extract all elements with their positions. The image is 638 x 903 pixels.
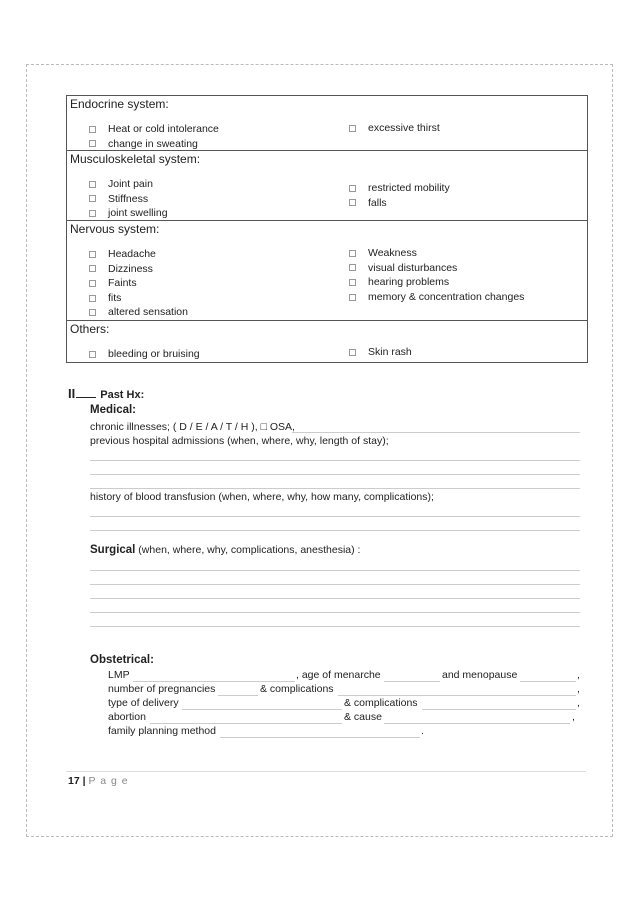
checkbox-icon[interactable]: [349, 279, 356, 286]
lmp-label: LMP: [108, 669, 130, 681]
transfusion-line[interactable]: [90, 530, 580, 531]
checkbox-item[interactable]: visual disturbances: [349, 261, 524, 276]
checkbox-item[interactable]: falls: [349, 196, 450, 211]
checkbox-item[interactable]: Joint pain: [89, 177, 168, 192]
lmp-field[interactable]: [133, 681, 295, 682]
checkbox-icon[interactable]: [349, 264, 356, 271]
checkbox-icon[interactable]: [349, 294, 356, 301]
checkbox-icon[interactable]: [349, 199, 356, 206]
complications-field[interactable]: [338, 695, 576, 696]
surgical-line[interactable]: [90, 612, 580, 613]
checkbox-item[interactable]: Dizziness: [89, 262, 188, 277]
page-number: 17: [68, 775, 80, 787]
surgical-line[interactable]: [90, 598, 580, 599]
checkbox-icon[interactable]: [89, 251, 96, 258]
transfusion-line[interactable]: [90, 516, 580, 517]
hospital-admissions-label: previous hospital admissions (when, where, why, length of stay);: [90, 435, 389, 447]
checkbox-item[interactable]: Headache: [89, 247, 188, 262]
comma: ,: [577, 669, 580, 681]
complications-field[interactable]: [422, 709, 576, 710]
checkbox-icon[interactable]: [89, 295, 96, 302]
checkbox-icon[interactable]: [89, 126, 96, 133]
footer-separator: |: [82, 775, 86, 787]
checkbox-item[interactable]: fits: [89, 291, 188, 306]
abortion-label: abortion: [108, 711, 146, 723]
checkbox-item[interactable]: Heat or cold intolerance: [89, 122, 219, 137]
checkbox-icon[interactable]: [89, 210, 96, 217]
checkbox-icon[interactable]: [349, 349, 356, 356]
checkbox-icon[interactable]: [89, 140, 96, 147]
section-title: Endocrine system:: [70, 97, 169, 111]
section-others: [66, 321, 588, 363]
pregnancies-field[interactable]: [218, 695, 258, 696]
checkbox-icon[interactable]: [89, 280, 96, 287]
admissions-line[interactable]: [90, 474, 580, 475]
checkbox-icon[interactable]: [89, 195, 96, 202]
section-title: Musculoskeletal system:: [70, 152, 201, 166]
section-title: Others:: [70, 322, 110, 336]
section-musculoskeletal: [66, 151, 588, 221]
checkbox-item[interactable]: bleeding or bruising: [89, 347, 200, 362]
checkbox-item[interactable]: memory & concentration changes: [349, 290, 524, 305]
ros-table: [66, 95, 588, 363]
surgical-line[interactable]: [90, 584, 580, 585]
checkbox-icon[interactable]: [349, 185, 356, 192]
checkbox-item[interactable]: hearing problems: [349, 275, 524, 290]
footer-rule: [66, 771, 586, 772]
comma: ,: [577, 683, 580, 695]
section-nervous: [66, 221, 588, 321]
checkbox-icon[interactable]: [349, 125, 356, 132]
complications-label: & complications: [260, 683, 334, 695]
blood-transfusion-label: history of blood transfusion (when, where, why, how many, complications);: [90, 491, 434, 503]
checkbox-icon[interactable]: [89, 265, 96, 272]
checkbox-icon[interactable]: [89, 351, 96, 358]
checkbox-item[interactable]: Weakness: [349, 246, 524, 261]
delivery-field[interactable]: [182, 709, 342, 710]
menarche-field[interactable]: [384, 681, 440, 682]
family-planning-label: family planning method: [108, 725, 216, 737]
checkbox-item[interactable]: excessive thirst: [349, 121, 440, 136]
section-endocrine: [66, 95, 588, 151]
menopause-field[interactable]: [520, 681, 576, 682]
menopause-label: and menopause: [442, 669, 518, 681]
comma: ,: [577, 697, 580, 709]
comma: ,: [572, 711, 575, 723]
chronic-illnesses-label: chronic illnesses; ( D / E / A / T / H ), □ OSA,: [90, 421, 295, 433]
admissions-line[interactable]: [90, 460, 580, 461]
surgical-line[interactable]: [90, 626, 580, 627]
checkbox-item[interactable]: altered sensation: [89, 305, 188, 320]
checkbox-item[interactable]: Skin rash: [349, 345, 412, 360]
checkbox-item[interactable]: restricted mobility: [349, 181, 450, 196]
abortion-field[interactable]: [150, 723, 342, 724]
checkbox-item[interactable]: joint swelling: [89, 206, 168, 221]
page-footer: [68, 775, 129, 787]
checkbox-icon[interactable]: [89, 309, 96, 316]
section-title: Nervous system:: [70, 222, 160, 236]
past-hx-heading: II Past Hx:: [68, 386, 145, 401]
chronic-illnesses-field[interactable]: [292, 432, 580, 433]
cause-label: & cause: [344, 711, 382, 723]
surgical-line[interactable]: [90, 570, 580, 571]
period: .: [421, 725, 424, 737]
family-planning-field[interactable]: [220, 737, 420, 738]
admissions-line[interactable]: [90, 488, 580, 489]
checkbox-item[interactable]: Stiffness: [89, 192, 168, 207]
checkbox-icon[interactable]: [89, 181, 96, 188]
delivery-label: type of delivery: [108, 697, 179, 709]
pregnancies-label: number of pregnancies: [108, 683, 216, 695]
medical-label: Medical:: [90, 404, 137, 416]
page-word: P a g e: [88, 775, 129, 787]
checkbox-item[interactable]: Faints: [89, 276, 188, 291]
checkbox-item[interactable]: change in sweating: [89, 137, 219, 152]
complications-label: & complications: [344, 697, 418, 709]
cause-field[interactable]: [384, 723, 570, 724]
obstetrical-label: Obstetrical:: [90, 654, 154, 666]
menarche-label: , age of menarche: [296, 669, 381, 681]
surgical-heading: Surgical (when, where, why, complications, anesthesia) :: [90, 544, 361, 556]
checkbox-icon[interactable]: [349, 250, 356, 257]
